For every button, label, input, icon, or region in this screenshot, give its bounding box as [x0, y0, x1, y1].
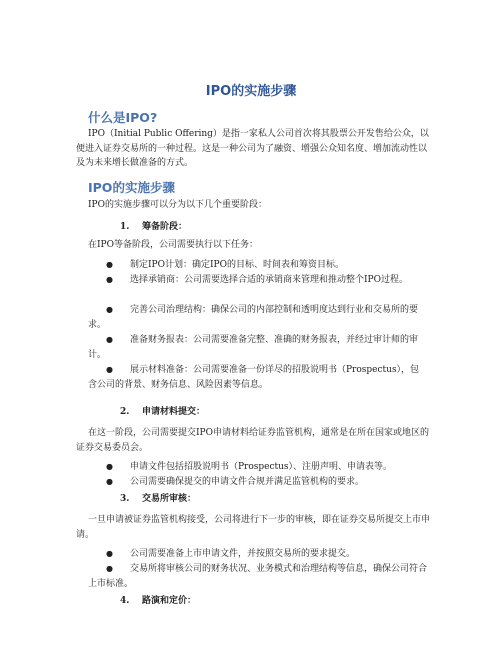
bullet-icon: ●	[106, 477, 113, 486]
step-3-intro: 一旦申请被证券监管机构接受，公司将进行下一步的审核，即在证券交易所提交上市申请。	[76, 515, 431, 540]
step-4-number: 4.	[120, 596, 130, 606]
list-item: ● 申请文件包括招股说明书（Prospectus）、注册声明、申请表等。	[88, 460, 428, 475]
list-item: ● 选择承销商：公司需要选择合适的承销商来管理和推动整个IPO过程。	[88, 273, 428, 288]
list-item: ● 完善公司治理结构：确保公司的内部控制和透明度达到行业和交易所的要求。	[88, 305, 419, 330]
list-item: ● 展示材料准备：公司需要准备一份详尽的招股说明书（Prospectus），包含公司的背景、财务信息、风险因素等信息。	[88, 365, 420, 390]
paragraph-steps-intro: IPO的实施步骤可以分为以下几个重要阶段：	[88, 200, 267, 210]
step-3-number: 3.	[120, 494, 130, 504]
list-item: ● 公司需要准备上市申请文件，并按照交易所的要求提交。	[88, 547, 428, 562]
step-3-heading	[120, 492, 196, 506]
bullet-icon: ●	[106, 335, 113, 344]
bullet-icon: ●	[106, 462, 113, 471]
step-1-number: 1.	[120, 222, 130, 232]
step-4-title: 路演和定价：	[142, 596, 197, 606]
heading-ipo-steps: IPO的实施步骤	[88, 180, 175, 195]
step-1-intro: 在IPO等备阶段，公司需要执行以下任务：	[88, 240, 258, 250]
step-2-heading	[120, 405, 205, 419]
bullet-icon: ●	[106, 275, 113, 284]
step-2-number: 2.	[120, 407, 130, 417]
bullet-icon: ●	[106, 549, 113, 558]
step-4-heading	[120, 594, 196, 608]
paragraph-ipo-definition: IPO（Initial Public Offering）是指一家私人公司首次将其股票公开发售给公众，以便进入证券交易所的一种过程。这是一种公司为了融资、增强公众知名度、增加流动性以及为未来增长做准备的方式。	[76, 129, 429, 168]
list-item: ● 公司需要确保提交的申请文件合规并满足监管机构的要求。	[88, 475, 428, 490]
heading-what-is-ipo: 什么是IPO?	[88, 110, 158, 125]
list-item: ● 制定IPO计划：确定IPO的目标、时间表和筹资目标。	[88, 258, 428, 273]
list-item: ● 准备财务报表：公司需要准备完整、准确的财务报表，并经过审计师的审计。	[88, 335, 419, 360]
bullet-icon: ●	[106, 564, 113, 573]
step-3-title: 交易所审核：	[142, 494, 197, 504]
step-2-title: 申请材料提交：	[142, 407, 206, 417]
bullet-icon: ●	[106, 365, 113, 374]
step-2-intro: 在这一阶段，公司需要提交IPO申请材料给证券监管机构，通常是在所在国家或地区的证券交易委员会。	[76, 428, 429, 453]
step-1-title: 筹备阶段：	[142, 222, 188, 232]
step-1-heading	[120, 220, 187, 234]
bullet-icon: ●	[106, 260, 113, 269]
document-title: IPO的实施步骤	[205, 84, 297, 99]
bullet-icon: ●	[106, 305, 113, 314]
list-item: ● 交易所将审核公司的财务状况、业务模式和治理结构等信息，确保公司符合上市标准。	[88, 564, 428, 589]
